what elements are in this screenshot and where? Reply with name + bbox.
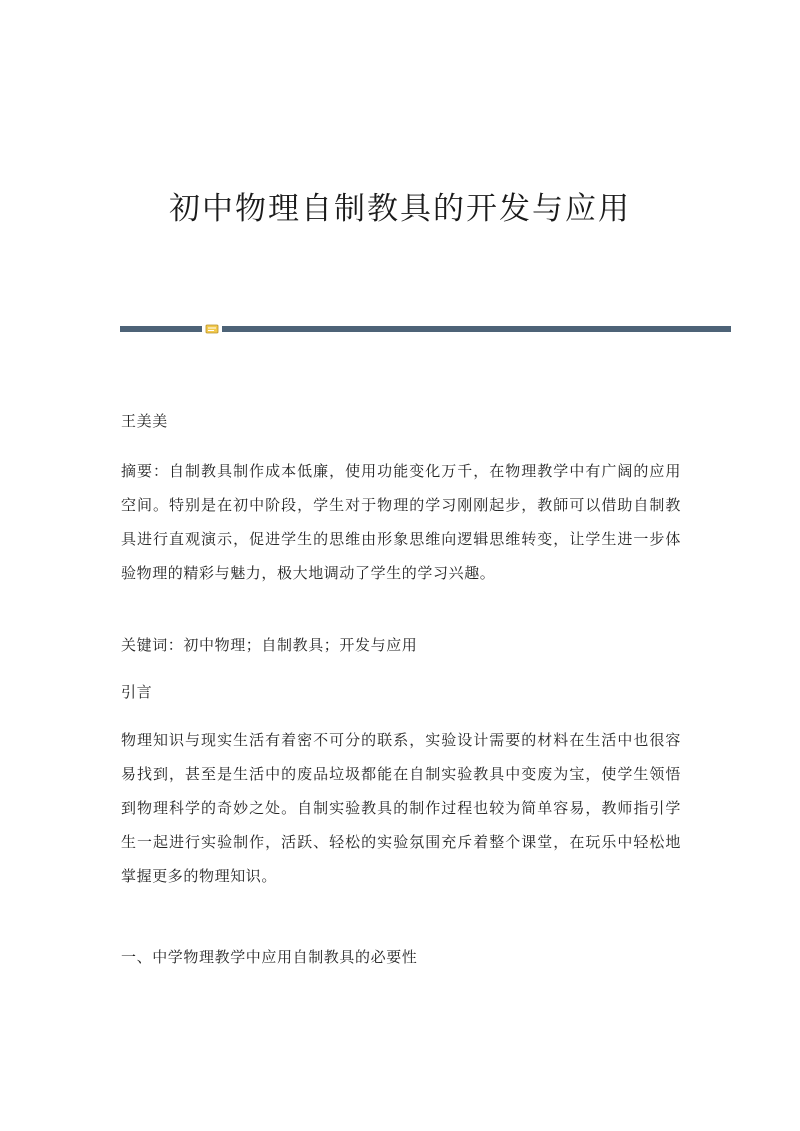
- author-name: 王美美: [121, 412, 168, 430]
- document-title: 初中物理自制教具的开发与应用: [169, 191, 631, 227]
- abstract-paragraph: 摘要：自制教具制作成本低廉，使用功能变化万千，在物理教学中有广阔的应用空间。特别是在初中阶段，学生对于物理的学习刚刚起步，教師可以借助自制教具进行直观演示，促进学生的思维由形象思维向逻辑思维转变，让学生进一步体验物理的精彩与魅力，极大地调动了学生的学习兴趣。: [121, 462, 681, 582]
- divider-bar-right: [222, 326, 731, 332]
- section-heading: 一、中学物理教学中应用自制教具的必要性: [121, 948, 418, 966]
- intro-paragraph: 物理知识与现实生活有着密不可分的联系，实验设计需要的材料在生活中也很容易找到，甚至是生活中的废品垃圾都能在自制实验教具中变废为宝，使学生领悟到物理科学的奇妙之处。自制实验教具的制作过程也较为简单容易，教师指引学生一起进行实验制作，活跃、轻松的实验氛围充斥着整个课堂，在玩乐中轻松地掌握更多的物理知识。: [121, 731, 681, 885]
- divider-bar-left: [120, 326, 202, 332]
- title-divider: [120, 325, 731, 333]
- keywords-line: 关键词：初中物理；自制教具；开发与应用: [121, 636, 418, 654]
- intro-heading: 引言: [121, 683, 153, 701]
- document-icon: [205, 324, 219, 334]
